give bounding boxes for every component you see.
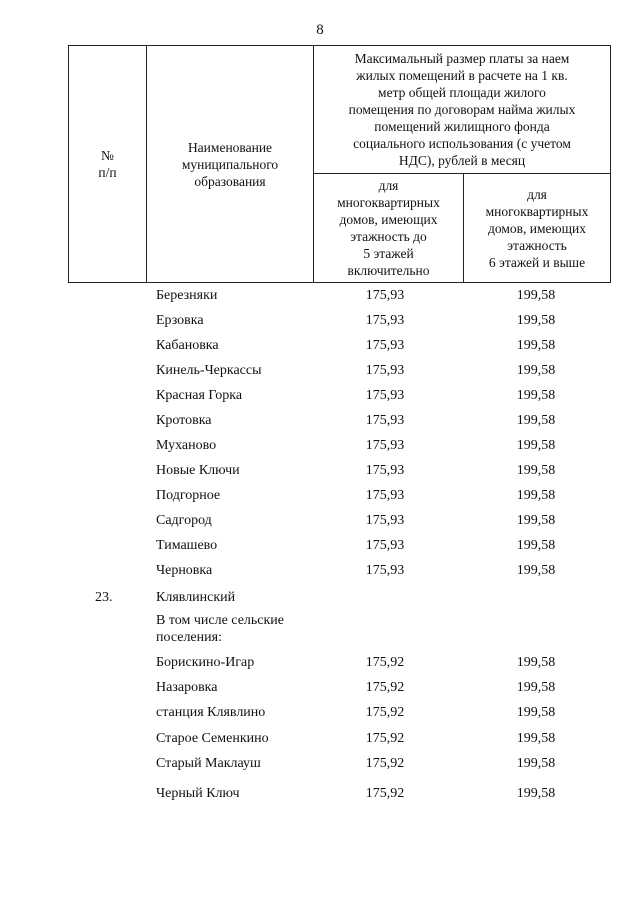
row-value-a: 175,93 <box>365 288 405 303</box>
table-row <box>0 486 640 506</box>
row-name: Новые Ключи <box>156 463 240 478</box>
row-value-a: 175,93 <box>365 563 405 578</box>
table-row <box>0 536 640 556</box>
header-name-line: муниципального <box>181 156 279 172</box>
row-value-a: 175,93 <box>365 313 405 328</box>
district-subtitle-line: поселения: <box>156 630 222 645</box>
row-value-a: 175,93 <box>365 463 405 478</box>
row-value-b: 199,58 <box>516 438 556 453</box>
header-max-fee-line: помещения по договорам найма жилых <box>348 102 576 117</box>
table-row <box>0 361 640 381</box>
district-number: 23. <box>95 590 113 605</box>
row-name: Кротовка <box>156 413 212 428</box>
row-name: Назаровка <box>156 680 218 695</box>
row-name: Борискино-Игар <box>156 655 255 670</box>
row-value-b: 199,58 <box>516 388 556 403</box>
row-value-a: 175,92 <box>365 705 405 720</box>
row-name: Черновка <box>156 563 213 578</box>
header-col-a-line: этажность до <box>350 229 427 244</box>
header-max-fee-line: жилых помещений в расчете на 1 кв. <box>356 68 568 83</box>
row-value-b: 199,58 <box>516 313 556 328</box>
row-name: Тимашево <box>156 538 218 553</box>
row-name: Красная Горка <box>156 388 243 403</box>
district-name: Клявлинский <box>156 590 236 605</box>
row-value-a: 175,93 <box>365 388 405 403</box>
header-max-fee-line: метр общей площади жилого <box>378 85 546 100</box>
district-row <box>0 588 640 608</box>
header-max-fee-line: социального использования (с учетом <box>353 136 571 151</box>
header-max-fee-line: Максимальный размер платы за наем <box>354 51 570 66</box>
row-value-a: 175,92 <box>365 731 405 746</box>
row-value-b: 199,58 <box>516 756 556 771</box>
table-row <box>0 703 640 723</box>
table-row <box>0 436 640 456</box>
table-row <box>0 754 640 774</box>
row-value-a: 175,92 <box>365 655 405 670</box>
row-name: Садгород <box>156 513 212 528</box>
table-row <box>0 411 640 431</box>
header-number-line: № <box>101 148 114 163</box>
row-value-a: 175,93 <box>365 488 405 503</box>
table-row <box>0 729 640 749</box>
row-value-b: 199,58 <box>516 463 556 478</box>
header-col-a-line: домов, имеющих <box>339 212 438 227</box>
row-value-b: 199,58 <box>516 513 556 528</box>
table-row <box>0 678 640 698</box>
table-row <box>0 653 640 673</box>
row-name: Кинель-Черкассы <box>156 363 262 378</box>
row-value-a: 175,93 <box>365 413 405 428</box>
row-value-b: 199,58 <box>516 563 556 578</box>
district-subtitle-line: В том числе сельские <box>156 613 285 628</box>
row-value-b: 199,58 <box>516 680 556 695</box>
table-row <box>0 386 640 406</box>
header-col-a-line: 5 этажей <box>363 246 414 261</box>
header-col-b-line: домов, имеющих <box>488 220 586 236</box>
row-name: станция Клявлино <box>156 705 266 720</box>
header-col-a-line: многоквартирных <box>337 195 440 210</box>
header-max-fee-line: помещений жилищного фонда <box>374 119 550 134</box>
table-row <box>0 784 640 804</box>
page-number: 8 <box>316 22 324 38</box>
row-value-a: 175,92 <box>365 786 405 801</box>
table-row <box>0 336 640 356</box>
header-col-a-line: для <box>378 178 399 193</box>
table-row <box>0 311 640 331</box>
row-value-b: 199,58 <box>516 705 556 720</box>
header-col-a-line: включительно <box>347 263 430 278</box>
row-value-b: 199,58 <box>516 413 556 428</box>
row-value-b: 199,58 <box>516 731 556 746</box>
row-name: Ерзовка <box>156 313 204 328</box>
header-col-b-line: для <box>527 186 547 202</box>
row-value-b: 199,58 <box>516 655 556 670</box>
table-row <box>0 461 640 481</box>
header-name-line: Наименование <box>187 139 273 155</box>
row-value-b: 199,58 <box>516 488 556 503</box>
row-name: Подгорное <box>156 488 221 503</box>
row-name: Старый Маклауш <box>156 756 261 771</box>
row-value-a: 175,92 <box>365 680 405 695</box>
row-value-b: 199,58 <box>516 363 556 378</box>
district-subtitle <box>156 612 336 646</box>
row-name: Муханово <box>156 438 217 453</box>
row-name: Березняки <box>156 288 218 303</box>
row-value-b: 199,58 <box>516 338 556 353</box>
table-row <box>0 511 640 531</box>
row-value-a: 175,93 <box>365 338 405 353</box>
row-name: Черный Ключ <box>156 786 240 801</box>
header-col-b-line: многоквартирных <box>485 203 589 219</box>
row-name: Кабановка <box>156 338 219 353</box>
header-name-line: образования <box>194 173 266 189</box>
row-value-b: 199,58 <box>516 538 556 553</box>
row-value-a: 175,92 <box>365 756 405 771</box>
row-value-a: 175,93 <box>365 538 405 553</box>
row-value-a: 175,93 <box>365 513 405 528</box>
header-max-fee-line: НДС), рублей в месяц <box>398 153 526 168</box>
header-number-line: п/п <box>98 165 117 180</box>
table-row <box>0 561 640 581</box>
row-name: Старое Семенкино <box>156 731 269 746</box>
table-row <box>0 286 640 306</box>
row-value-a: 175,93 <box>365 363 405 378</box>
row-value-b: 199,58 <box>516 786 556 801</box>
header-col-b-line: этажность <box>507 237 567 253</box>
row-value-b: 199,58 <box>516 288 556 303</box>
row-value-a: 175,93 <box>365 438 405 453</box>
header-col-b-line: 6 этажей и выше <box>488 254 586 270</box>
